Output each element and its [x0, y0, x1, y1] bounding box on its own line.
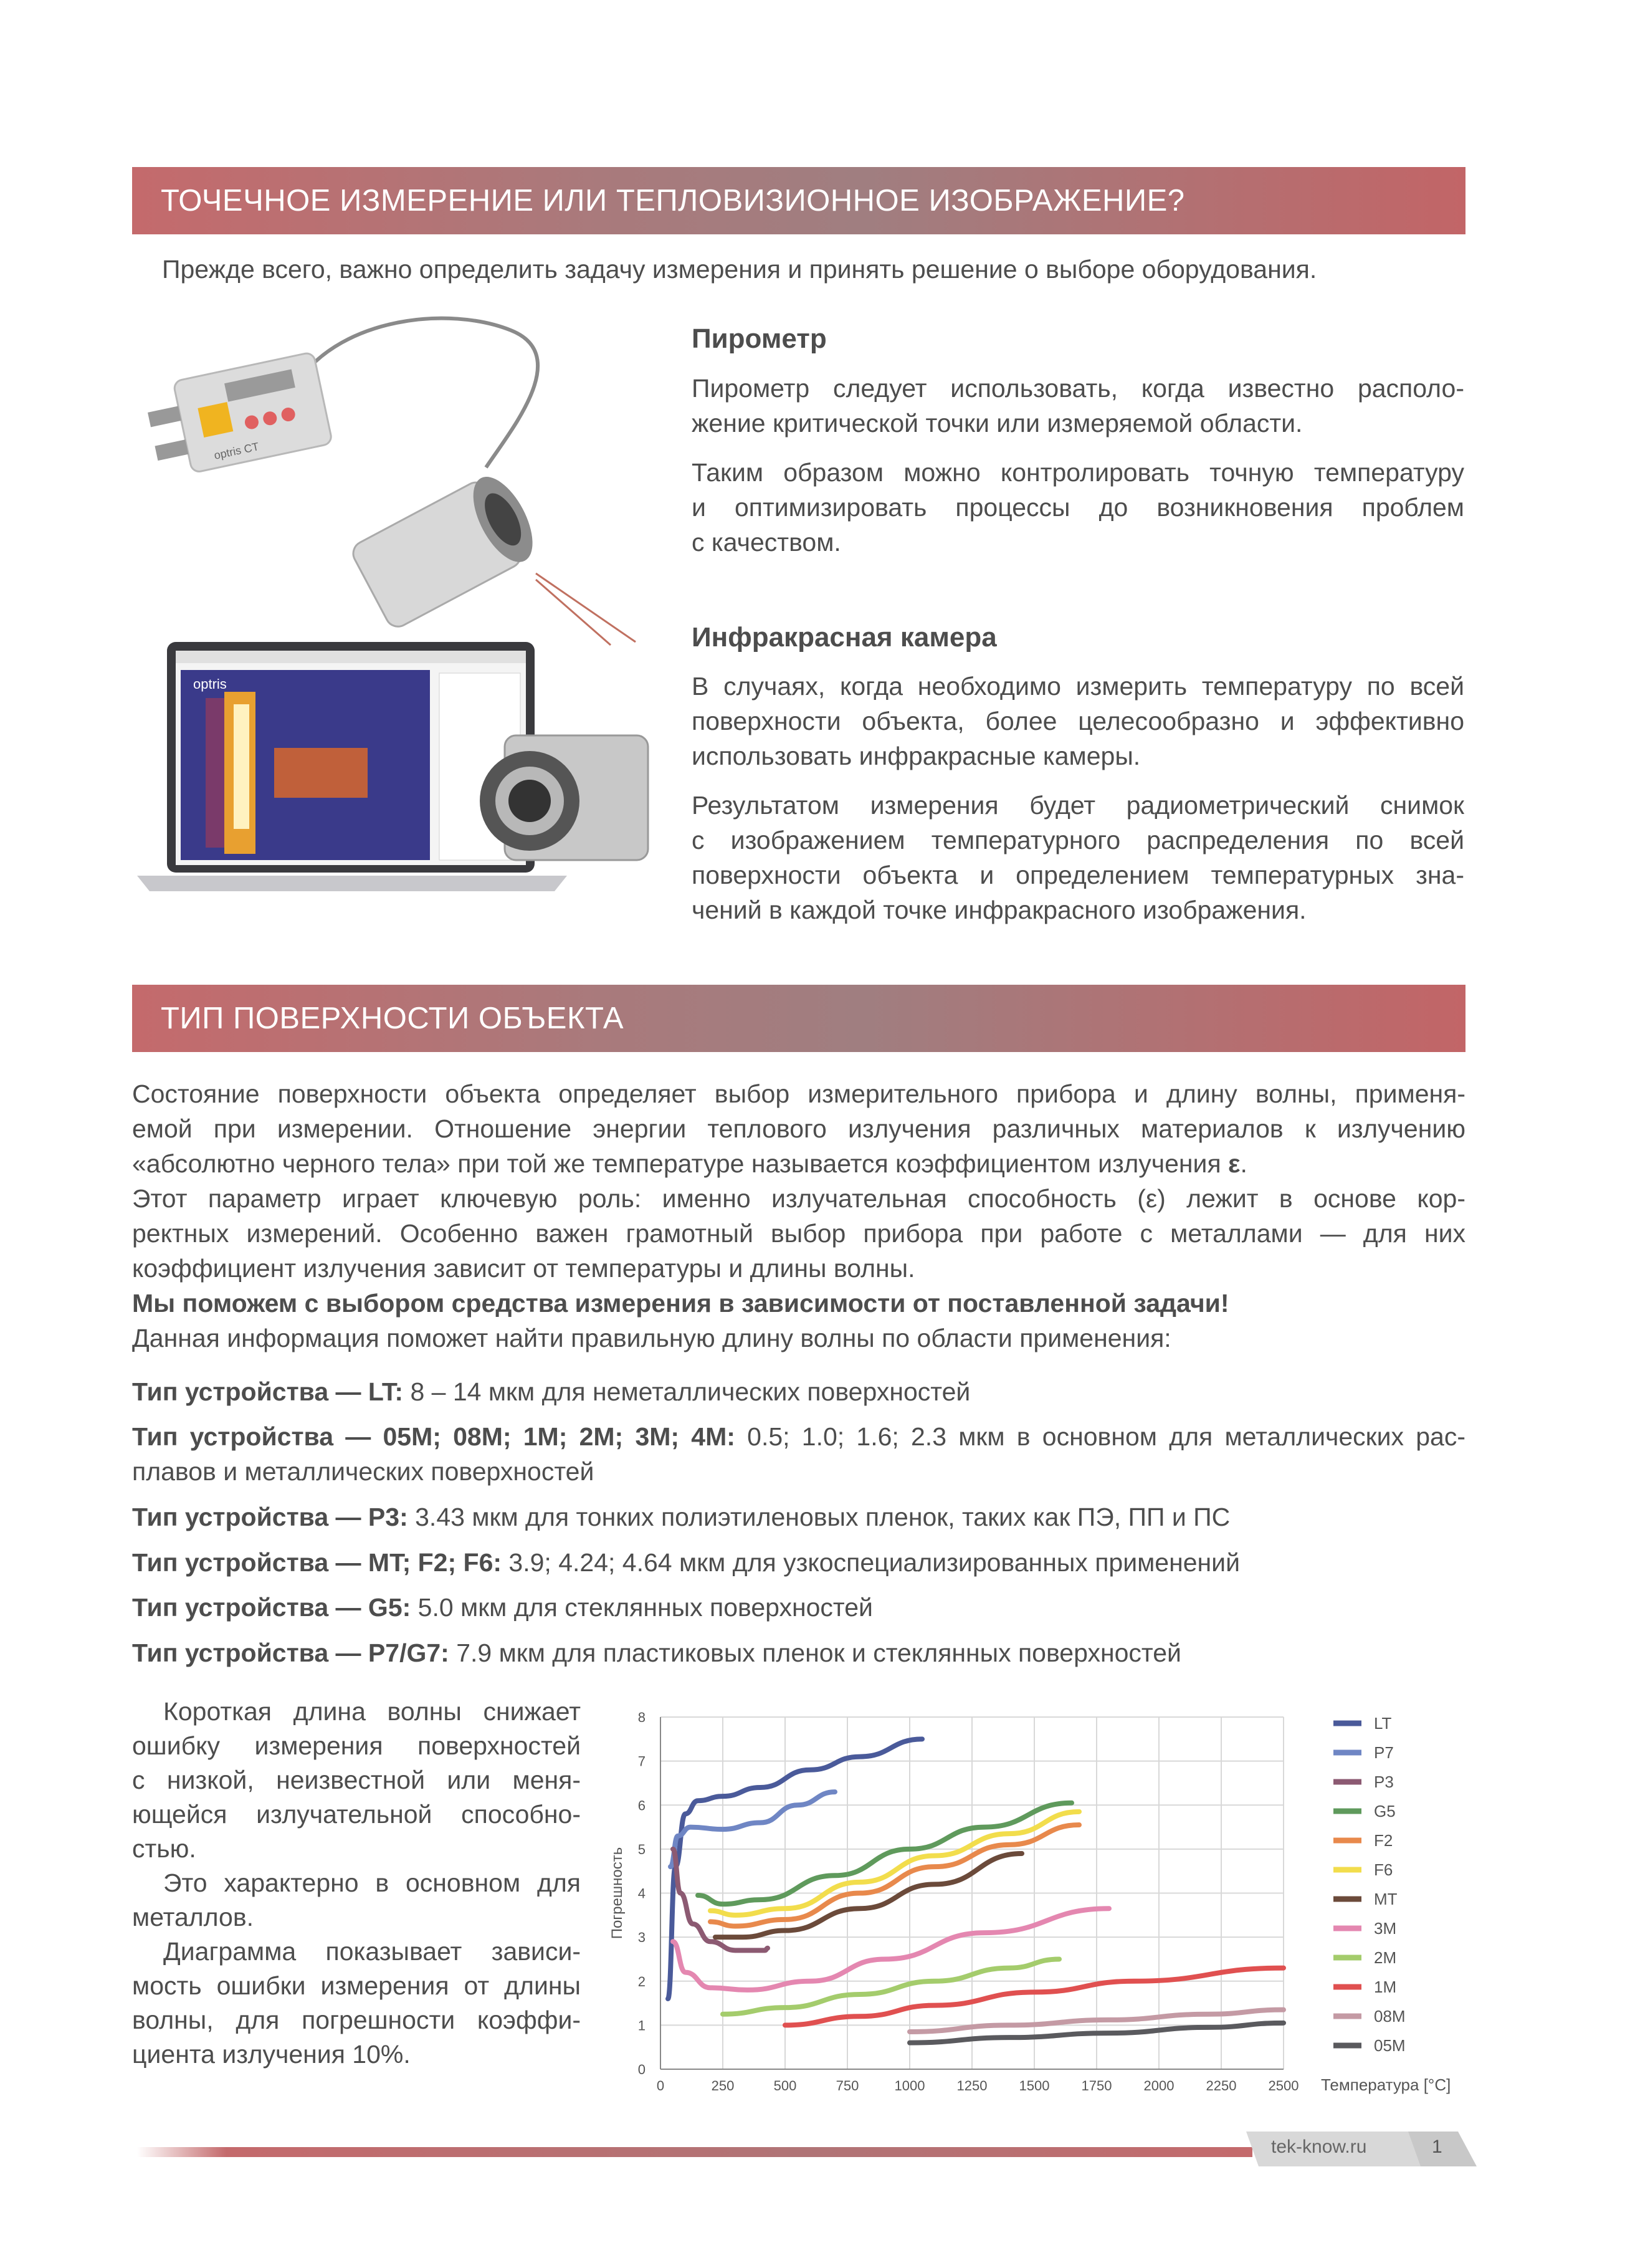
x-tick-label: 2250 [1206, 2078, 1237, 2093]
legend-label-p3: P3 [1374, 1773, 1394, 1791]
legend-label-f6: F6 [1374, 1860, 1393, 1879]
side-text-10: волны, для погрешности коэффи- [132, 2006, 581, 2034]
error-vs-temperature-chart [598, 1692, 1495, 2103]
legend-label-1m: 1M [1374, 1978, 1397, 1996]
y-tick-label: 8 [637, 1710, 646, 1725]
x-tick-label: 2000 [1143, 2078, 1175, 2093]
y-tick-label: 4 [637, 1885, 646, 1902]
type-metal-cont: плавов и металлических поверхностей [132, 1457, 594, 1486]
x-tick-label: 0 [656, 2078, 665, 2093]
footer-page-number: 1 [1432, 2136, 1442, 2157]
camera-text-2: поверхности объекта, более целесообразно и эффективно [692, 707, 1464, 735]
section-title-measurement: ТОЧЕЧНОЕ ИЗМЕРЕНИЕ ИЛИ ТЕПЛОВИЗИОННОЕ ИЗОБРАЖЕНИЕ? [132, 167, 1465, 234]
pyrometer-text-2: жение критической точки или измеряемой области. [692, 409, 1303, 438]
surface-para-4: Этот параметр играет ключевую роль: именно излучательная способность (ε) лежит в основе кор- [132, 1184, 1465, 1213]
y-tick-label: 0 [637, 2062, 646, 2077]
legend-label-g5: G5 [1374, 1802, 1396, 1821]
type-mt: Тип устройства — MT; F2; F6: 3.9; 4.24; 4.64 мкм для узкоспециализированных применений [132, 1548, 1240, 1577]
ir-camera-photo [131, 636, 673, 910]
x-tick-label: 1750 [1081, 2078, 1112, 2093]
pyrometer-heading: Пирометр [692, 323, 827, 354]
screen-label: optris [193, 676, 227, 692]
type-g5: Тип устройства — G5: 5.0 мкм для стеклянных поверхностей [132, 1593, 873, 1622]
pyrometer-photo [137, 305, 667, 654]
intro-text: Прежде всего, важно определить задачу измерения и принять решение о выборе оборудования. [162, 255, 1317, 284]
legend-label-3m: 3M [1374, 1919, 1397, 1938]
camera-text-3: использовать инфракрасные камеры. [692, 742, 1141, 770]
camera-heading: Инфракрасная камера [692, 622, 997, 653]
y-tick-label: 5 [637, 1841, 646, 1857]
surface-para-1: Состояние поверхности объекта определяет выбор измерительного прибора и длину волны, применя- [132, 1079, 1465, 1108]
pyrometer-text-4: и оптимизировать процессы до возникновения проблем [692, 493, 1464, 522]
surface-para-5: ректных измерений. Особенно важен грамотный выбор прибора при работе с металлами — для них [132, 1219, 1465, 1248]
y-tick-label: 7 [637, 1753, 646, 1769]
legend-label-mt: MT [1374, 1890, 1398, 1908]
footer-box [1246, 2132, 1495, 2170]
legend-label-f2: F2 [1374, 1831, 1393, 1850]
legend-label-05m: 05M [1374, 2036, 1406, 2055]
side-text-6: Это характерно в основном для [163, 1868, 581, 1897]
y-axis-label: Погрешность [609, 1847, 626, 1940]
x-tick-label: 750 [836, 2078, 859, 2093]
pyrometer-text-5: с качеством. [692, 528, 841, 557]
legend-label-lt: LT [1374, 1714, 1392, 1733]
camera-text-5: с изображением температурного распределения по всей [692, 826, 1464, 854]
surface-bold-line: Мы поможем с выбором средства измерения в зависимости от поставленной задачи! [132, 1289, 1229, 1318]
camera-text-6: поверхности объекта и определением температурных зна- [692, 861, 1464, 889]
legend-label-p7: P7 [1374, 1743, 1394, 1762]
surface-para-6: коэффициент излучения зависит от температуры и длины волны. [132, 1254, 915, 1283]
camera-text-7: чений в каждой точке инфракрасного изображения. [692, 896, 1307, 924]
type-p7: Тип устройства — P7/G7: 7.9 мкм для пластиковых пленок и стеклянных поверхностей [132, 1639, 1181, 1667]
side-text-7: металлов. [132, 1903, 254, 1931]
footer-line [137, 2147, 1252, 2157]
side-text-3: с низкой, неизвестной или меня- [132, 1766, 581, 1794]
y-tick-label: 1 [637, 2017, 646, 2034]
side-text-8: Диаграмма показывает зависи- [163, 1937, 581, 1966]
y-tick-label: 6 [637, 1797, 646, 1814]
side-text-1: Короткая длина волны снижает [163, 1697, 581, 1726]
side-text-11: циента излучения 10%. [132, 2040, 411, 2069]
legend-label-08m: 08M [1374, 2007, 1406, 2026]
x-tick-label: 1000 [894, 2078, 925, 2093]
type-p3: Тип устройства — P3: 3.43 мкм для тонких полиэтиленовых пленок, таких как ПЭ, ПП и ПС [132, 1503, 1231, 1531]
side-text-2: ошибку измерения поверхностей [132, 1731, 581, 1760]
pyrometer-text-3: Таким образом можно контролировать точную температуру [692, 458, 1464, 487]
surface-para-2: емой при измерении. Отношение энергии теплового излучения различных материалов к излучению [132, 1114, 1465, 1143]
camera-text-1: В случаях, когда необходимо измерить температуру по всей [692, 672, 1464, 701]
camera-text-4: Результатом измерения будет радиометрический снимок [692, 791, 1464, 820]
y-tick-label: 3 [637, 1930, 646, 1946]
device-label: optris CT [212, 440, 260, 462]
footer-site[interactable]: tek-know.ru [1271, 2136, 1367, 2157]
surface-para-3: «абсолютно черного тела» при той же температуре называется коэффициентом излучения ε. [132, 1149, 1247, 1178]
x-tick-label: 500 [773, 2078, 797, 2093]
side-text-9: мость ошибки измерения от длины [132, 1971, 581, 2000]
type-lt: Тип устройства — LT: 8 – 14 мкм для неметаллических поверхностей [132, 1377, 971, 1406]
type-metal: Тип устройства — 05M; 08M; 1M; 2M; 3M; 4M: 0.5; 1.0; 1.6; 2.3 мкм в основном для металлических рас- [132, 1422, 1465, 1451]
section-title-surface: ТИП ПОВЕРХНОСТИ ОБЪЕКТА [132, 985, 1465, 1052]
surface-info-line: Данная информация поможет найти правильную длину волны по области применения: [132, 1324, 1171, 1352]
side-text-4: ющейся излучательной способно- [132, 1800, 581, 1829]
pyrometer-text-1: Пирометр следует использовать, когда известно располо- [692, 374, 1464, 403]
x-axis-label: Температура [°C] [1321, 2075, 1451, 2094]
x-tick-label: 1250 [956, 2078, 988, 2093]
y-tick-label: 2 [637, 1973, 646, 1989]
side-text-5: стью. [132, 1834, 196, 1863]
legend-label-2m: 2M [1374, 1948, 1397, 1967]
x-tick-label: 250 [711, 2078, 735, 2093]
x-tick-label: 2500 [1268, 2078, 1299, 2093]
x-tick-label: 1500 [1019, 2078, 1050, 2093]
